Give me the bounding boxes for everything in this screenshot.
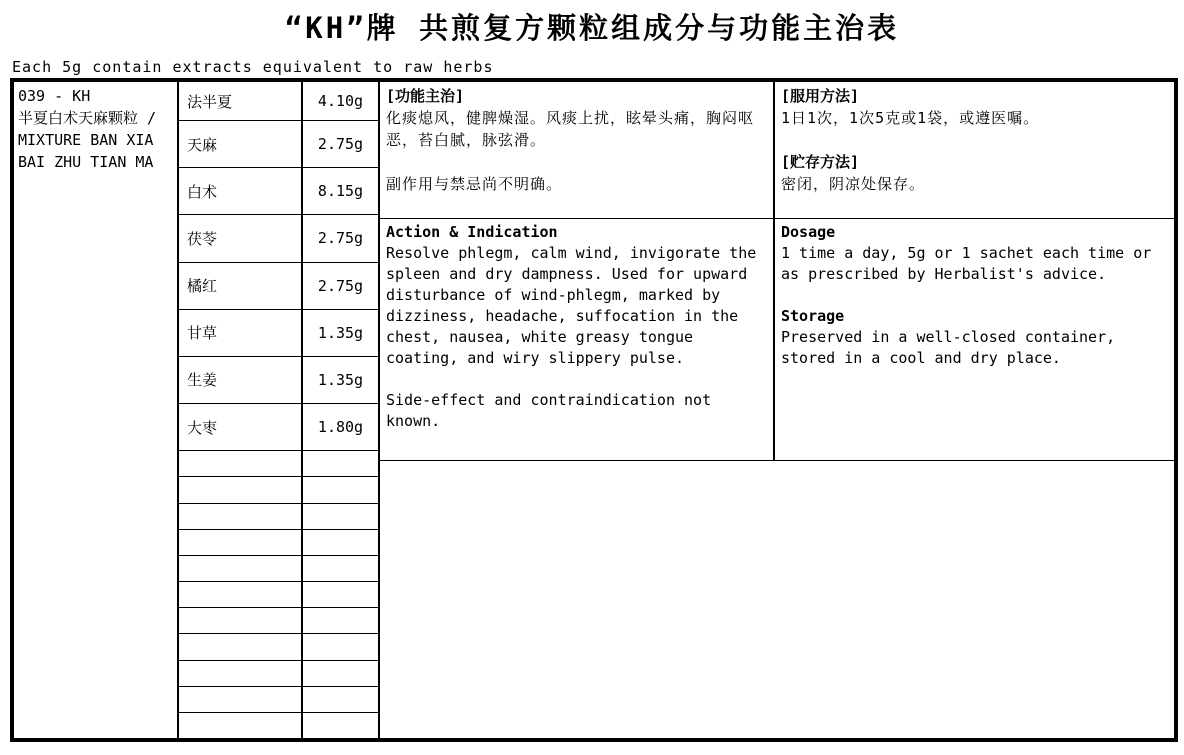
herb-amount-cell: 1.35g: [317, 323, 364, 342]
herb-row: [179, 451, 378, 477]
usage-storage-cn-cell: [775, 82, 1174, 218]
herb-amount-cell: 1.35g: [317, 370, 364, 389]
herb-name-cell: [179, 530, 303, 555]
herb-row: [179, 477, 378, 503]
side-effect-en-note: Side-effect and contraindication not known.: [386, 391, 712, 430]
herb-name-cell: 甘草: [179, 310, 303, 356]
empty-area: [380, 461, 1174, 738]
herb-amount-cell: 2.75g: [317, 135, 364, 154]
herb-name-cell: [179, 477, 303, 502]
side-effect-cn-note: 副作用与禁忌尚不明确。: [386, 175, 563, 193]
herb-amount-cell: 8.15g: [317, 182, 364, 201]
herb-name-cell: [179, 608, 303, 633]
product-code: 039 - KH: [18, 87, 91, 105]
herb-amount-cell: [303, 608, 378, 633]
herb-name-cell: 天麻: [179, 121, 303, 167]
herb-amount-cell: [303, 582, 378, 607]
herb-row: [179, 530, 378, 556]
herb-row: [179, 82, 378, 121]
english-section: [380, 219, 1174, 461]
storage-en-header: Storage: [781, 307, 845, 325]
herb-name-cell: 橘红: [179, 263, 303, 309]
herb-row: [179, 687, 378, 713]
dosage-storage-en-cell: [775, 219, 1174, 460]
herb-row: [179, 357, 378, 404]
herb-amount-cell: [303, 451, 378, 476]
herb-amount-cell: [303, 504, 378, 529]
herb-name-cell: [179, 451, 303, 476]
dosage-en-body: 1 time a day, 5g or 1 sachet each time or as prescribed by Herbalist's advice.: [781, 244, 1152, 283]
herb-row: [179, 582, 378, 608]
herb-name-cell: 大枣: [179, 404, 303, 450]
herb-row: [179, 215, 378, 262]
storage-cn-header: [贮存方法]: [781, 153, 860, 171]
usage-cn-body: 1日1次，1次5克或1袋，或遵医嘱。: [781, 109, 1040, 127]
herb-amount-cell: [303, 687, 378, 712]
product-cell: [14, 82, 179, 738]
subtitle-note: Each 5g contain extracts equivalent to raw herbs: [12, 58, 494, 76]
herb-name-cell: [179, 556, 303, 581]
herb-amount-cell: [303, 530, 378, 555]
herb-row: [179, 168, 378, 215]
function-indication-cn-body: 化痰熄风，健脾燥湿。风痰上扰，眩晕头痛，胸闷呕恶，苔白腻，脉弦滑。: [386, 109, 755, 149]
herb-name-cell: [179, 634, 303, 659]
product-name-en: MIXTURE BAN XIA BAI ZHU TIAN MA: [18, 131, 154, 171]
herb-amount-cell: 1.80g: [317, 418, 364, 437]
usage-cn-header: [服用方法]: [781, 87, 860, 105]
herb-name-cell: 法半夏: [179, 82, 303, 120]
herb-row: [179, 263, 378, 310]
herb-row: [179, 608, 378, 634]
herb-grid: [179, 82, 380, 738]
storage-en-body: Preserved in a well-closed container, stored in a cool and dry place.: [781, 328, 1116, 367]
herb-row: [179, 404, 378, 451]
herb-amount-cell: [303, 634, 378, 659]
action-indication-en-body: Resolve phlegm, calm wind, invigorate the spleen and dry dampness. Used for upward disturbance of wind-phlegm, marked by dizziness, headache, suffocation in the chest, nausea, white greasy tongue coating, and wiry slippery pulse.: [386, 244, 757, 367]
herb-name-cell: [179, 582, 303, 607]
function-indication-cn-cell: [380, 82, 775, 218]
action-indication-en-header: Action & Indication: [386, 223, 558, 241]
herb-amount-cell: [303, 556, 378, 581]
herb-amount-cell: 4.10g: [317, 92, 364, 110]
herb-name-cell: [179, 504, 303, 529]
herb-row: [179, 121, 378, 168]
herb-name-cell: 白术: [179, 168, 303, 214]
herb-name-cell: [179, 687, 303, 712]
herb-name-cell: [179, 713, 303, 738]
herb-name-cell: [179, 661, 303, 686]
herb-row: [179, 556, 378, 582]
herb-name-cell: 生姜: [179, 357, 303, 403]
herb-row: [179, 713, 378, 738]
herb-row: [179, 634, 378, 660]
herb-amount-cell: [303, 661, 378, 686]
storage-cn-body: 密闭，阴凉处保存。: [781, 175, 926, 193]
herb-amount-cell: [303, 477, 378, 502]
herb-row: [179, 661, 378, 687]
product-info-table: [10, 78, 1178, 742]
details-block: [380, 82, 1174, 738]
herb-row: [179, 310, 378, 357]
action-indication-en-cell: [380, 219, 775, 460]
function-indication-cn-header: [功能主治]: [386, 87, 465, 105]
dosage-en-header: Dosage: [781, 223, 836, 241]
page-title: “KH”牌 共煎复方颗粒组成分与功能主治表: [284, 11, 900, 45]
herb-amount-cell: 2.75g: [317, 229, 364, 248]
chinese-section: [380, 82, 1174, 219]
herb-name-cell: 茯苓: [179, 215, 303, 261]
herb-amount-cell: [303, 713, 378, 738]
product-name-cn: 半夏白术天麻颗粒 /: [18, 109, 157, 127]
herb-row: [179, 504, 378, 530]
herb-amount-cell: 2.75g: [317, 276, 364, 295]
